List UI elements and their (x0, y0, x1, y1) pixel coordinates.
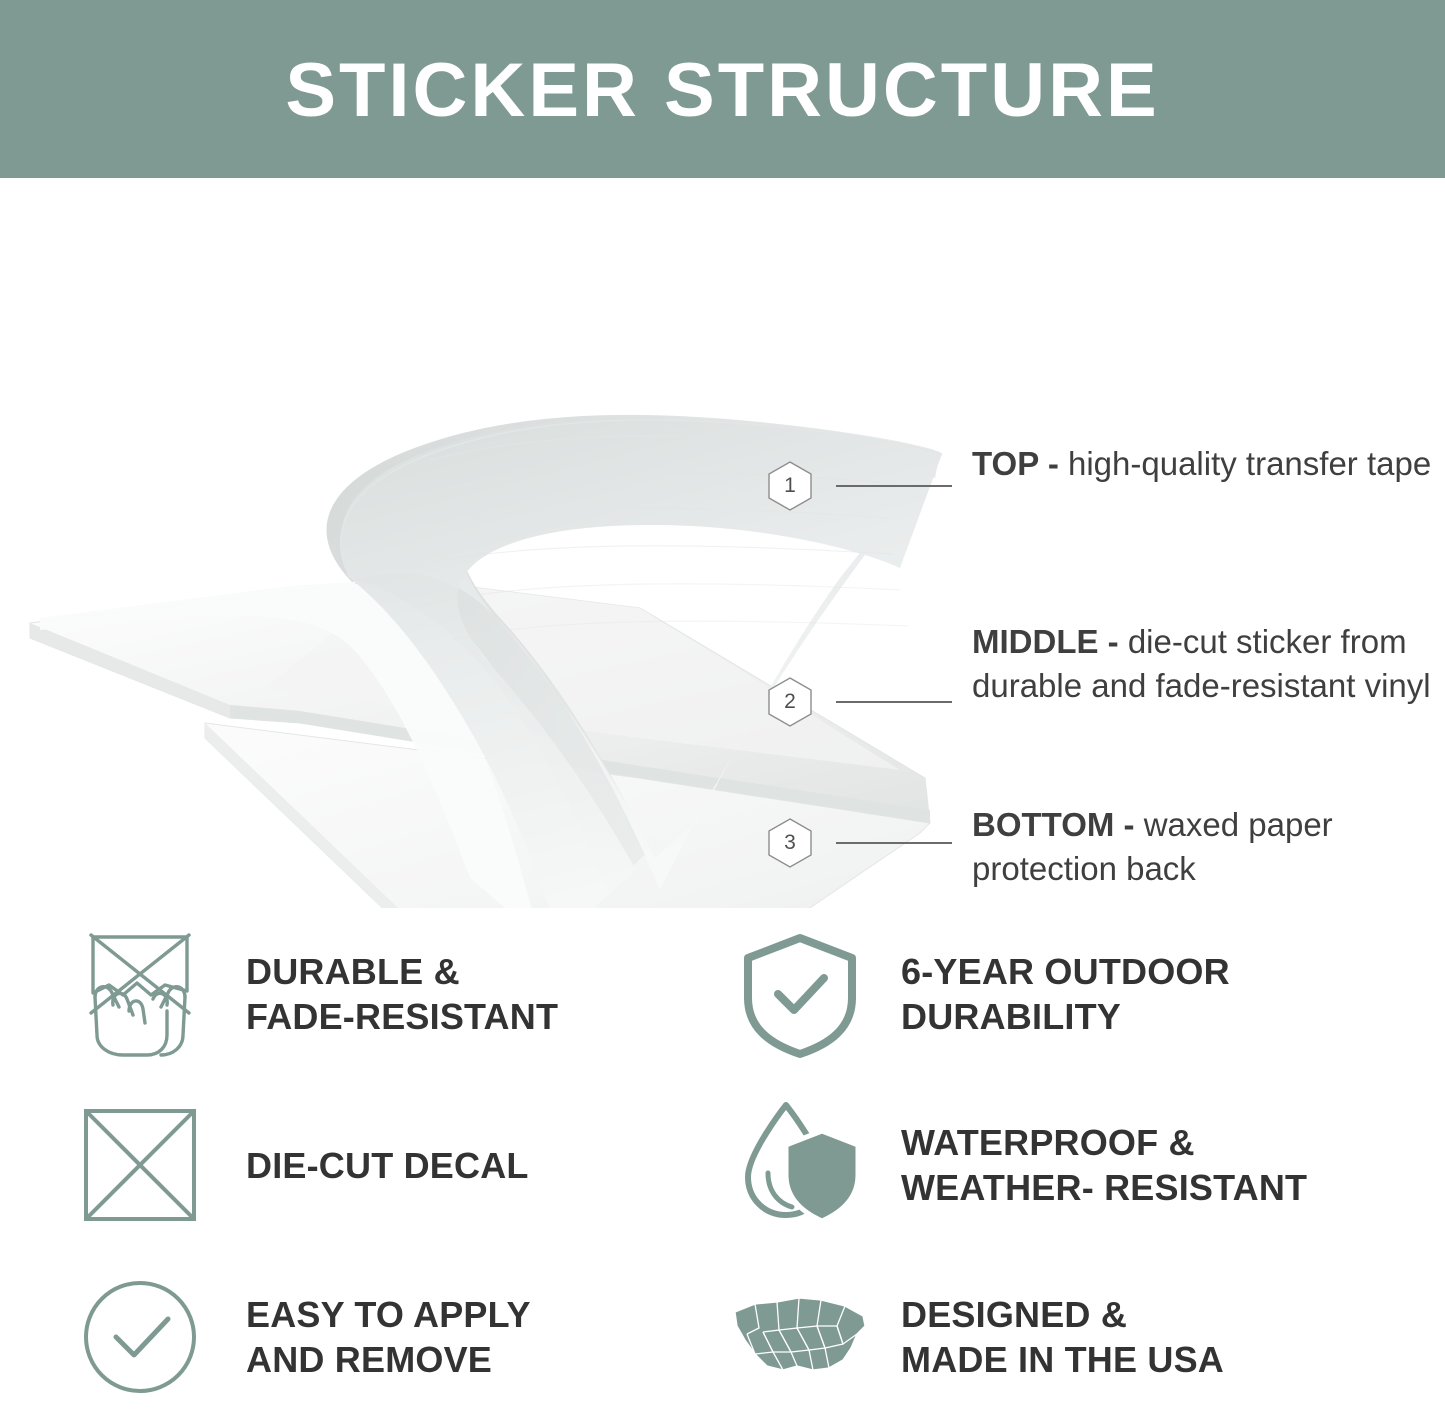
feature-made-in-usa (725, 1251, 1390, 1423)
water-drop-shield-icon (725, 1090, 875, 1240)
feature-label-easy-apply: EASY TO APPLY AND REMOVE (246, 1294, 531, 1381)
hands-tearing-crossed-icon (60, 914, 220, 1074)
callout-badge-1-number: 1 (784, 474, 796, 497)
callout-badge-2-number: 2 (784, 690, 796, 713)
feature-label-durable: DURABLE & FADE-RESISTANT (246, 950, 559, 1037)
callout-badge-2 (768, 677, 812, 727)
circle-check-icon (60, 1257, 220, 1417)
callout-middle-strong: MIDDLE - (972, 623, 1119, 660)
callout-badge-1 (768, 461, 812, 511)
usa-map-icon (725, 1262, 875, 1412)
feature-die-cut-decal (60, 1080, 725, 1252)
callout-badge-3 (768, 818, 812, 868)
callout-bottom-body: waxed paper protection back (972, 806, 1333, 887)
feature-waterproof (725, 1080, 1390, 1252)
feature-label-die-cut: DIE-CUT DECAL (246, 1144, 529, 1186)
sticker-layers-illustration (0, 178, 1445, 908)
callout-top-body: high-quality transfer tape (1058, 445, 1432, 482)
features-grid (0, 908, 1445, 1423)
feature-outdoor-durability (725, 908, 1390, 1080)
callout-bottom-strong: BOTTOM - (972, 806, 1135, 843)
feature-easy-apply-remove (60, 1251, 725, 1423)
callout-badge-3-number: 3 (784, 831, 796, 854)
callout-text-top (972, 442, 1432, 486)
callout-top-strong: TOP - (972, 445, 1059, 482)
die-cut-square-icon (60, 1085, 220, 1245)
feature-label-outdoor: 6-YEAR OUTDOOR DURABILITY (901, 950, 1230, 1037)
feature-durable-fade-resistant (60, 908, 725, 1080)
feature-label-usa: DESIGNED & MADE IN THE USA (901, 1294, 1225, 1381)
callout-text-bottom (972, 803, 1432, 891)
sticker-structure-diagram (0, 178, 1445, 908)
page-title: STICKER STRUCTURE (285, 48, 1160, 133)
page-header (0, 0, 1445, 178)
callout-middle-body: die-cut sticker from durable and fade-resistant vinyl (972, 623, 1431, 704)
callout-text-middle (972, 620, 1442, 708)
shield-check-icon (725, 919, 875, 1069)
feature-label-waterproof: WATERPROOF & WEATHER- RESISTANT (901, 1122, 1308, 1209)
